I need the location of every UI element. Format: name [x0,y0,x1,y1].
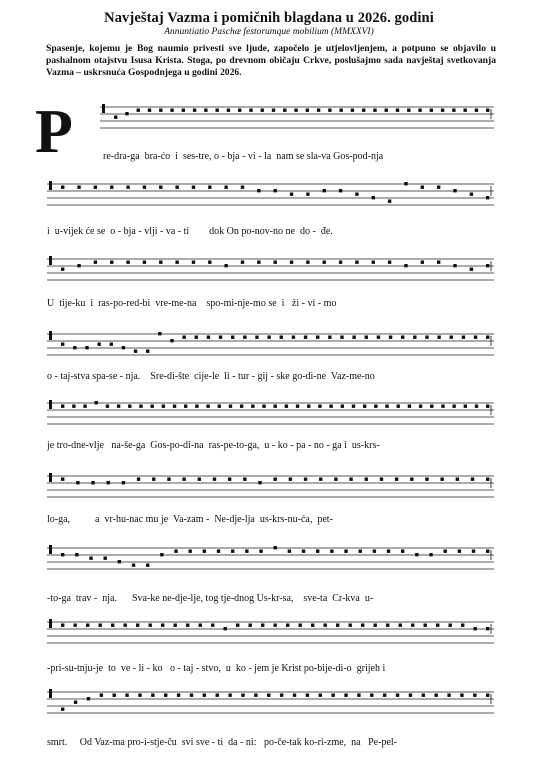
neume [396,694,399,697]
page-title: Navještaj Vazma i pomičnih blagdana u 2026. godini [104,10,434,26]
neume [125,694,128,697]
neume [306,694,309,697]
neume [447,694,450,697]
neume [357,694,360,697]
neume [216,694,219,697]
neume [409,694,412,697]
neume [138,694,141,697]
neume [434,694,437,697]
neume [280,694,283,697]
neume [74,701,77,704]
neume [100,694,103,697]
neume [473,694,476,697]
neume [486,694,489,697]
lyric-line: i u-vijek će se o - bja - vlji - va - ti dok On po-nov-no ne do - đe. [47,226,333,237]
lyric-line: je tro-dne-vlje na-še-ga Gos-po-di-na ras-pe-to-ga, u - ko - pa - no - ga i us-krs- [47,440,380,451]
neume [319,694,322,697]
lyric-line: -to-ga trav - nja. Sva-ke ne-dje-lje, tog tje-dnog Us-kr-sa, sve-ta Cr-kva u- [47,593,374,604]
neume [177,694,180,697]
drop-capital: P [35,98,73,166]
intro-paragraph: Spasenje, kojemu je Bog naumio privesti sve ljude, započelo je utjelovljenjem, a potpuno se objavilo u pashalnom otajstvu Isusa Krista. Stoga, po drevnom običaju Crkve, poslušajmo sada navještaj svetkovanja Vazma – uskrsnuća Gospodnjega u godini 2026. [46,43,496,79]
neume [293,694,296,697]
neume [151,694,154,697]
lyric-line: re-dra-ga bra-ćo i ses-tre, o - bja - vi - la nam se sla-va Gos-pod-nja [103,151,384,162]
neume [267,694,270,697]
chant-lyrics [0,737,538,751]
neume [460,694,463,697]
neume [254,694,257,697]
neume [422,694,425,697]
lyric-line: lo-ga, a vr-hu-nac mu je Va-zam - Ne-dje-lja us-krs-nu-ća, pet- [47,514,333,525]
do-clef [49,689,52,698]
page-subtitle: Annuntiatio Paschæ festorumque mobilium (MMXXVI) [164,27,374,37]
neume [383,694,386,697]
neume [61,708,64,711]
lyric-line: U tije-ku i ras-po-red-bi vre-me-na spo-mi-nje-mo se i ži - vi - mo [47,298,337,309]
neume [87,697,90,700]
neume [113,694,116,697]
lyric-line: -pri-su-tnju-je to ve - li - ko o - taj - stvo, u ko - jem je Krist po-bije-di-o grijeh i [47,663,386,674]
neume [344,694,347,697]
neume [228,694,231,697]
lyric-line: o - taj-stva spa-se - nja. Sre-di-šte cije-le li - tur - gij - ske go-di-ne Vaz-me-no [47,371,375,382]
neume [331,694,334,697]
neume [370,694,373,697]
neume [190,694,193,697]
neume [164,694,167,697]
lyric-line: smrt. Od Vaz-ma pro-i-stje-ču svi sve - ti da - ni: po-če-tak ko-ri-zme, na Pe-pel- [47,737,397,748]
neume [203,694,206,697]
neume [241,694,244,697]
